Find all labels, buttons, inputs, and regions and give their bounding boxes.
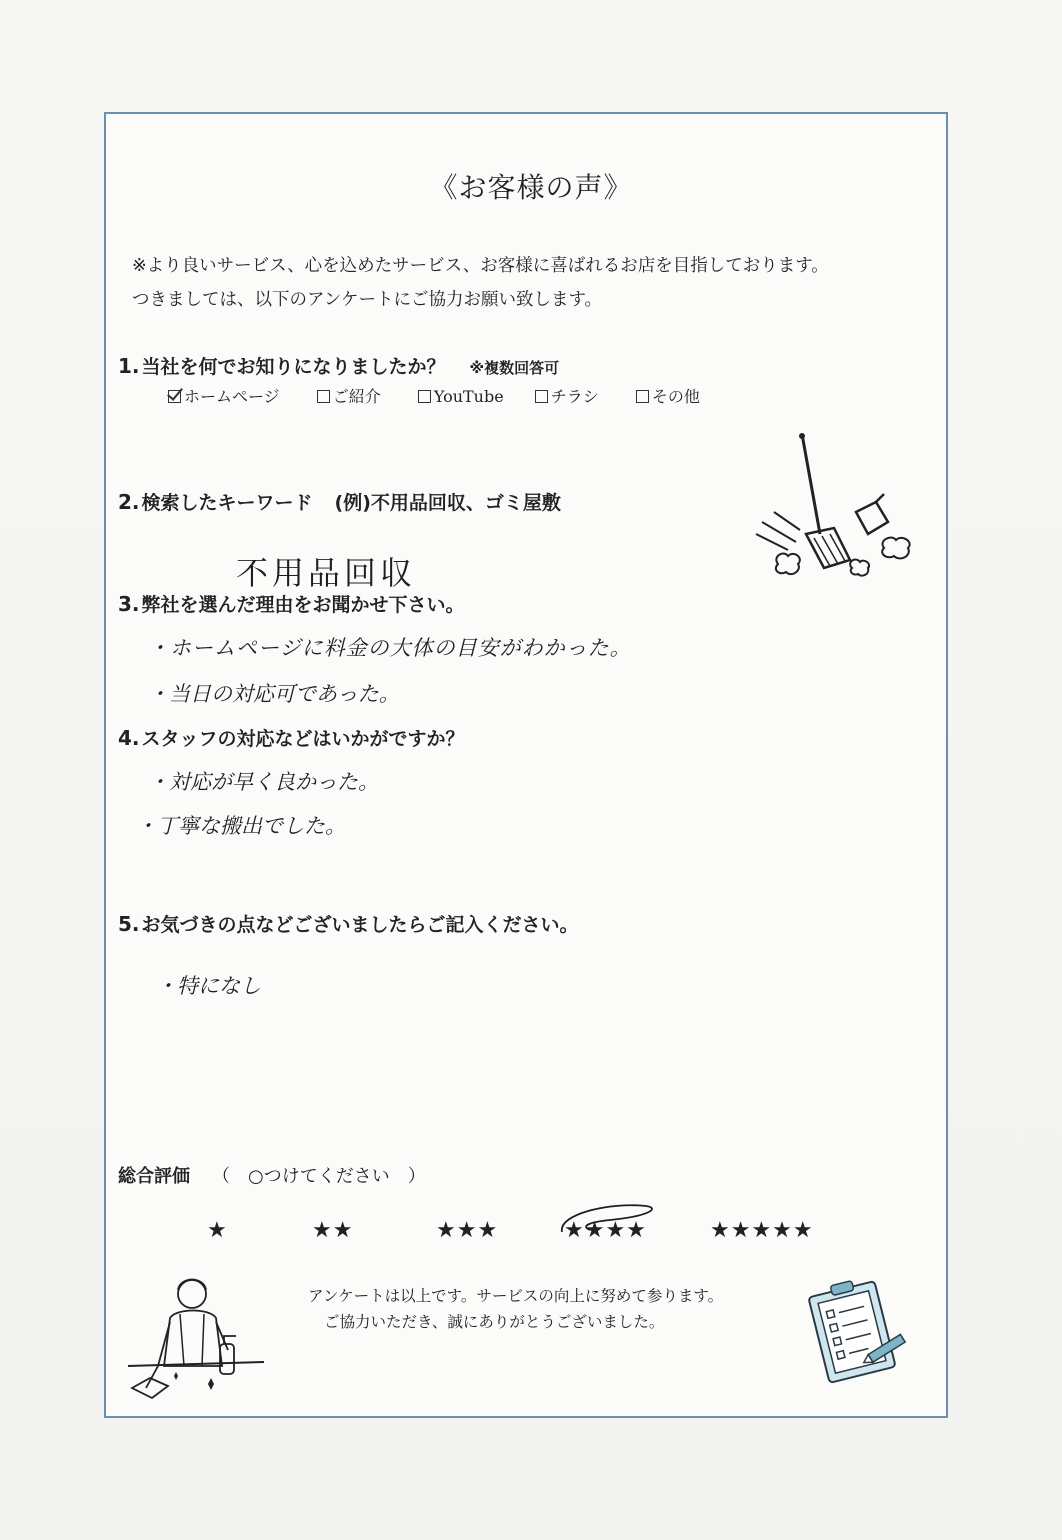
rating-selection-circle bbox=[550, 1196, 660, 1256]
rating-section-title bbox=[118, 1162, 426, 1188]
question-5-text: お気づきの点などございましたらご記入ください。 bbox=[141, 914, 579, 936]
broom-illustration-icon bbox=[748, 430, 928, 590]
rating-option-5[interactable]: ★★★★★ bbox=[710, 1218, 814, 1243]
option-homepage-label: ホームページ bbox=[184, 387, 280, 406]
option-homepage[interactable] bbox=[168, 384, 280, 407]
checkbox-youtube[interactable] bbox=[418, 390, 431, 403]
checkbox-referral[interactable] bbox=[317, 390, 330, 403]
option-youtube-label: YouTube bbox=[433, 387, 504, 406]
checkbox-flyer[interactable] bbox=[535, 390, 548, 403]
closing-line-1: アンケートは以上です。サービスの向上に努めて参ります。 bbox=[308, 1287, 724, 1305]
question-4 bbox=[118, 724, 465, 751]
question-2 bbox=[118, 488, 561, 515]
question-1-note: ※複数回答可 bbox=[469, 359, 560, 377]
dustpan-icon bbox=[856, 494, 888, 534]
intro-line-2: つきましては、以下のアンケートにご協力お願い致します。 bbox=[132, 290, 603, 310]
cleaning-worker-illustration bbox=[124, 1270, 274, 1410]
question-5 bbox=[118, 910, 579, 937]
option-flyer-label: チラシ bbox=[550, 387, 599, 406]
rating-instruction: （ ○つけてください ） bbox=[212, 1166, 426, 1187]
question-1-text: 当社を何でお知りになりましたか？ bbox=[141, 356, 446, 378]
question-3-answer-2: ・当日の対応可であった。 bbox=[148, 682, 400, 706]
intro-line-1: ※より良いサービス、心を込めたサービス、お客様に喜ばれるお店を目指しております。 bbox=[132, 256, 829, 276]
rating-label: 総合評価 bbox=[118, 1166, 190, 1187]
question-4-text: スタッフの対応などはいかがですか？ bbox=[141, 728, 465, 750]
question-4-answer-2: ・丁寧な搬出でした。 bbox=[136, 814, 346, 838]
checkbox-other[interactable] bbox=[636, 390, 649, 403]
question-3-number: 3. bbox=[118, 592, 140, 616]
question-2-example: (例)不用品回収、ゴミ屋敷 bbox=[334, 492, 561, 514]
page-title: 《お客様の声》 bbox=[429, 171, 633, 204]
question-3-answer-1: ・ホームページに料金の大体の目安がわかった。 bbox=[148, 636, 632, 660]
question-5-number: 5. bbox=[118, 912, 140, 936]
option-other[interactable] bbox=[636, 384, 700, 407]
checklist-clipboard-icon bbox=[812, 1276, 912, 1386]
question-5-answer: ・特になし bbox=[156, 974, 261, 998]
option-referral[interactable] bbox=[317, 384, 381, 407]
question-4-number: 4. bbox=[118, 726, 140, 750]
rating-option-2[interactable]: ★★ bbox=[312, 1218, 354, 1243]
option-referral-label: ご紹介 bbox=[332, 387, 381, 406]
question-1-number: 1. bbox=[118, 354, 140, 378]
question-1 bbox=[118, 352, 559, 379]
option-flyer[interactable] bbox=[535, 384, 599, 407]
closing-line-2: ご協力いただき、誠にありがとうございました。 bbox=[324, 1313, 665, 1331]
question-2-number: 2. bbox=[118, 490, 140, 514]
option-other-label: その他 bbox=[651, 387, 700, 406]
rating-option-3[interactable]: ★★★ bbox=[436, 1218, 499, 1243]
option-youtube[interactable] bbox=[418, 387, 504, 406]
question-2-text: 検索したキーワード bbox=[141, 492, 313, 514]
checkbox-homepage[interactable] bbox=[168, 390, 181, 403]
rating-option-1[interactable]: ★ bbox=[207, 1218, 228, 1243]
question-4-answer-1: ・対応が早く良かった。 bbox=[148, 770, 379, 794]
rating-option-4[interactable]: ★★★★ bbox=[564, 1218, 647, 1243]
question-3-text: 弊社を選んだ理由をお聞かせ下さい。 bbox=[141, 594, 465, 616]
question-2-answer: 不用品回収 bbox=[236, 554, 417, 592]
question-1-options bbox=[168, 384, 732, 407]
question-3 bbox=[118, 590, 465, 617]
